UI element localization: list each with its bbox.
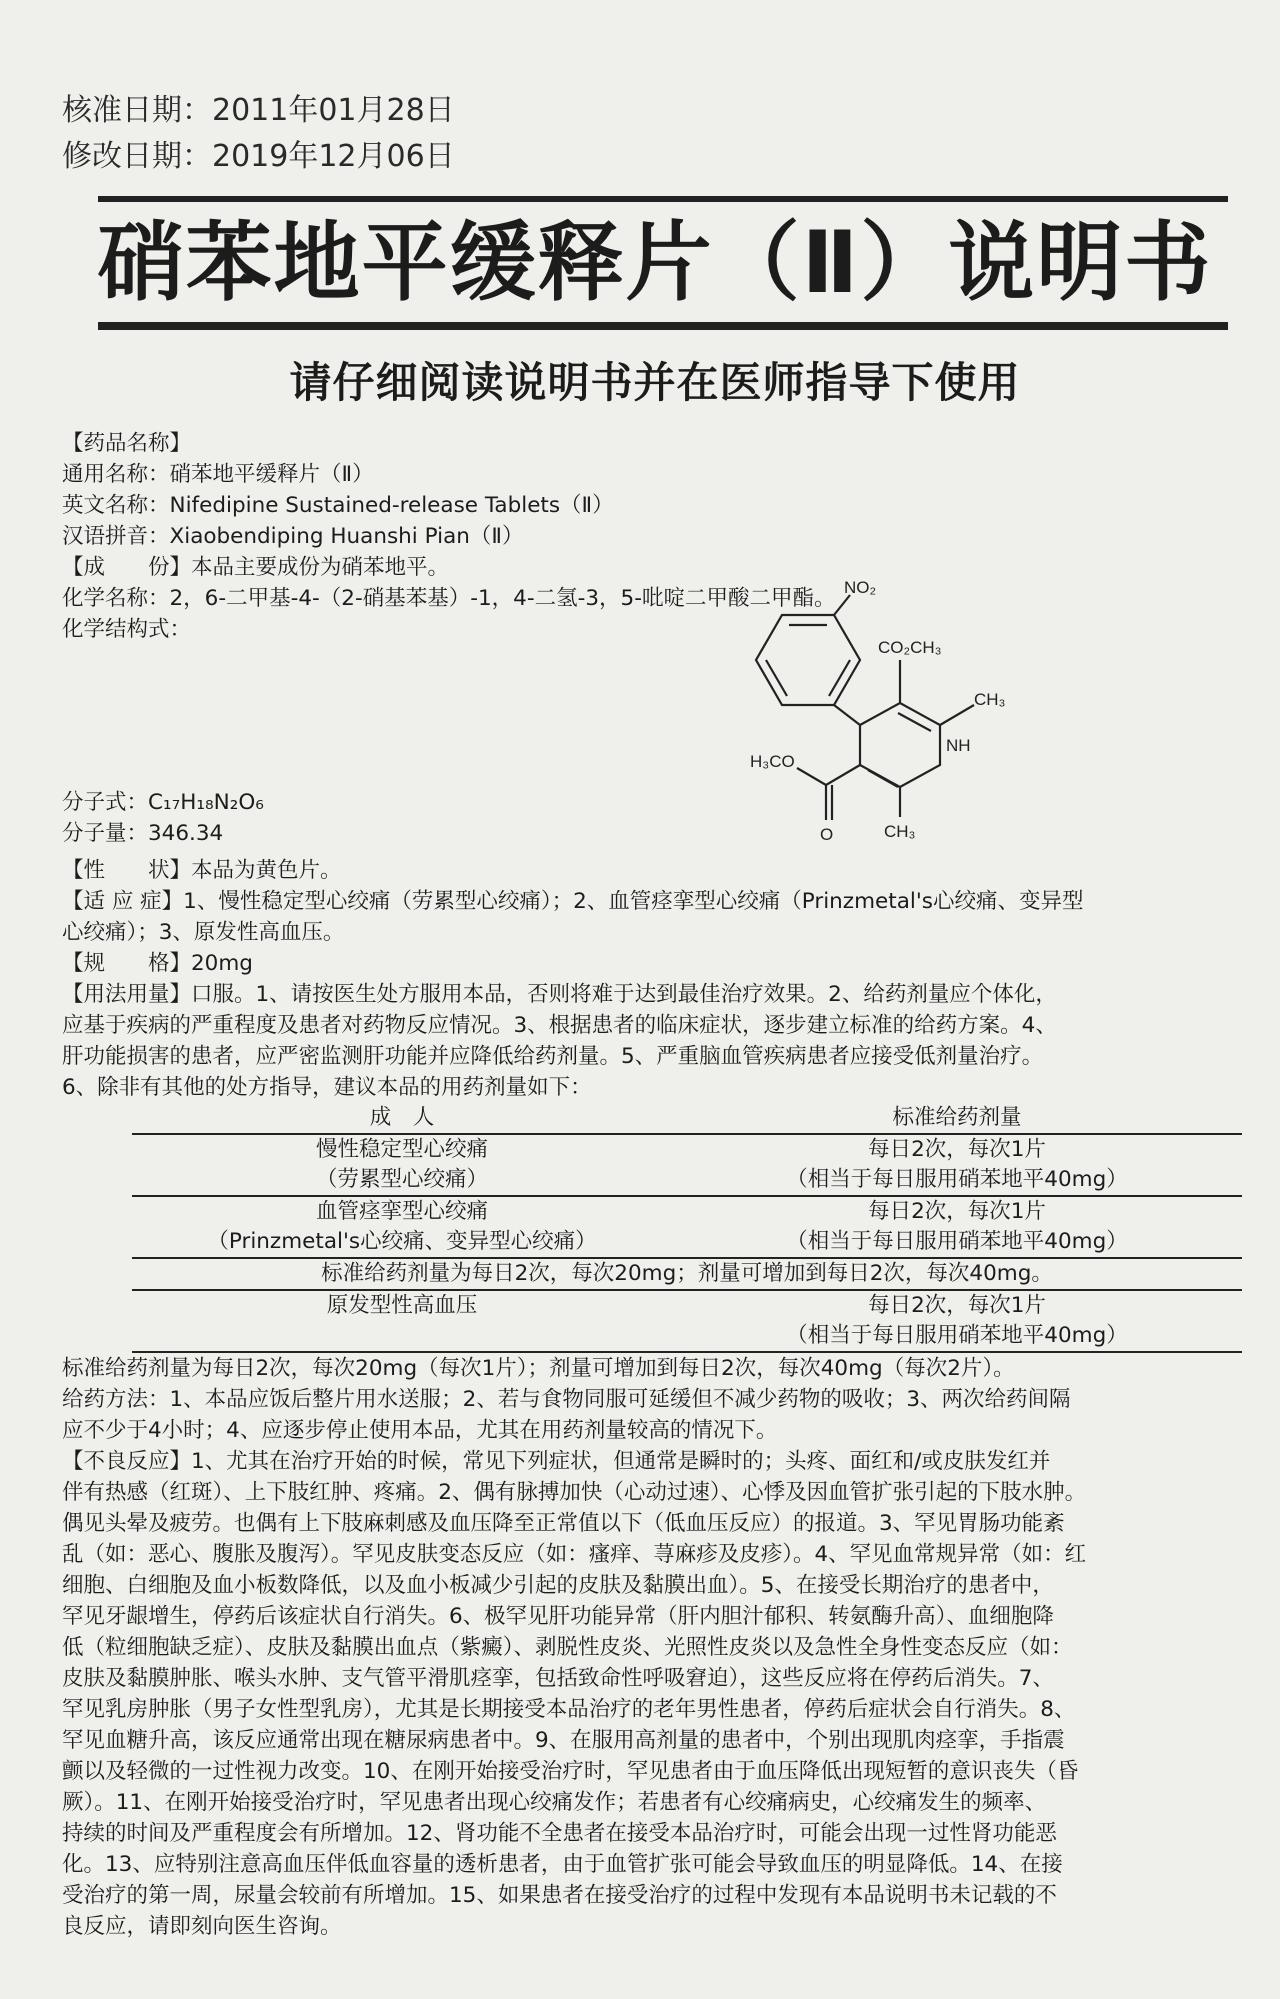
revision-date: 修改日期：2019年12月06日: [62, 139, 455, 174]
dosage-cell: （劳累型心绞痛）: [132, 1165, 672, 1196]
dosage-note: 标准给药剂量为每日2次，每次20mg；剂量可增加到每日2次，每次40mg。: [132, 1258, 1242, 1290]
label-o: O: [820, 825, 834, 844]
dosage-cell: [132, 1321, 672, 1352]
dosage-table: [132, 1103, 1242, 1353]
title-rule-top: [98, 196, 1228, 202]
dosage-cell: （相当于每日服用硝苯地平40mg）: [672, 1227, 1242, 1258]
label-h3co: H₃CO: [750, 752, 795, 771]
dosage-cell: 原发型性高血压: [326, 1293, 478, 1318]
approval-date: 核准日期：2011年01月28日: [62, 93, 455, 128]
label-nh: NH: [946, 736, 971, 755]
composition: 【成 份】本品主要成份为硝苯地平。: [62, 555, 450, 580]
generic-name: 通用名称：硝苯地平缓释片（Ⅱ）: [62, 462, 374, 487]
dosage-cell: （Prinzmetal's心绞痛、变异型心绞痛）: [132, 1227, 672, 1258]
dosage-row-note: [132, 1258, 1242, 1290]
adverse-line-12: 厥）。11、在刚开始接受治疗时，罕见患者出现心绞痛发作；若患者有心绞痛病史，心绞痛发生的频率、: [62, 1790, 1047, 1815]
dosage-cell: 每日2次，每次1片: [868, 1199, 1046, 1224]
adverse-line-13: 持续的时间及严重程度会有所增加。12、肾功能不全患者在接受本品治疗时，可能会出现一过性肾功能恶: [62, 1821, 1057, 1846]
dosage-table-header: [132, 1103, 1242, 1134]
chemical-structure-diagram: [742, 578, 1072, 845]
usage-line-2: 应基于疾病的严重程度及患者对药物反应情况。3、根据患者的临床症状，逐步建立标准的给药方案。4、: [62, 1013, 1057, 1038]
label-ch3-top: CH₃: [974, 690, 1006, 709]
document-title: 硝苯地平缓释片（Ⅱ）说明书: [97, 213, 1213, 313]
dosage-header-adult: 成 人: [132, 1103, 672, 1134]
structure-label: 化学结构式：: [62, 617, 192, 642]
label-ch3-bottom: CH₃: [884, 822, 916, 841]
dosage-row-stable-angina-detail: [132, 1165, 1242, 1196]
adverse-line-7: 低（粒细胞缺乏症）、皮肤及黏膜出血点（紫癜）、剥脱性皮炎、光照性皮炎以及急性全身性变态反应（如：: [62, 1635, 1073, 1660]
adverse-line-10: 罕见血糖升高，该反应通常出现在糖尿病患者中。9、在服用高剂量的患者中，个别出现肌肉痉挛，手指震: [62, 1728, 1065, 1753]
dosage-cell: 慢性稳定型心绞痛: [315, 1137, 488, 1162]
dosage-row-vasospastic-angina: [132, 1196, 1242, 1227]
indications-line-1: 【适 应 症】1、慢性稳定型心绞痛（劳累型心绞痛）；2、血管痉挛型心绞痛（Prinzmetal's心绞痛、变异型: [62, 889, 1084, 914]
pinyin-name: 汉语拼音：Xiaobendiping Huanshi Pian（Ⅱ）: [62, 524, 524, 549]
structure-atom-labels: [750, 578, 1005, 844]
after-table-line-3: 应不少于4小时；4、应逐步停止使用本品，尤其在用药剂量较高的情况下。: [62, 1418, 778, 1443]
molecular-formula: 分子式：C₁₇H₁₈N₂O₆: [62, 790, 264, 815]
adverse-line-16: 良反应，请即刻向医生咨询。: [62, 1914, 342, 1939]
document-subtitle: 请仔细阅读说明书并在医师指导下使用: [289, 358, 1021, 407]
title-rule-bottom: [98, 322, 1228, 330]
adverse-line-2: 伴有热感（红斑）、上下肢红肿、疼痛。2、偶有脉搏加快（心动过速）、心悸及因血管扩张引起的下肢水肿。: [62, 1480, 1087, 1505]
adverse-line-8: 皮肤及黏膜肿胀、喉头水肿、支气管平滑肌痉挛，包括致命性呼吸窘迫），这些反应将在停药后消失。7、: [62, 1666, 1054, 1691]
drug-name-heading: 【药品名称】: [62, 431, 192, 456]
adverse-line-14: 化。13、应特别注意高血压伴低血容量的透析患者，由于血管扩张可能会导致血压的明显降低。14、在接: [62, 1852, 1063, 1877]
adverse-line-11: 颤以及轻微的一过性视力改变。10、在刚开始接受治疗时，罕见患者由于血压降低出现短暂的意识丧失（昏: [62, 1759, 1079, 1784]
label-no2: NO₂: [844, 578, 877, 597]
indications-line-2: 心绞痛）；3、原发性高血压。: [62, 920, 345, 945]
dosage-cell: 每日2次，每次1片: [868, 1293, 1046, 1318]
usage-line-4: 6、除非有其他的处方指导，建议本品的用药剂量如下：: [62, 1075, 592, 1100]
english-name: 英文名称：Nifedipine Sustained-release Tablets（Ⅱ）: [62, 493, 614, 518]
properties: 【性 状】本品为黄色片。: [62, 858, 342, 883]
adverse-line-4: 乱（如：恶心、腹胀及腹泻）。罕见皮肤变态反应（如：瘙痒、荨麻疹及皮疹）。4、罕见血常规异常（如：红: [62, 1542, 1087, 1567]
dosage-row-stable-angina: [132, 1134, 1242, 1165]
usage-line-1: 【用法用量】口服。1、请按医生处方服用本品，否则将难于达到最佳治疗效果。2、给药剂量应个体化，: [62, 982, 1057, 1007]
dosage-cell: 血管痉挛型心绞痛: [315, 1199, 488, 1224]
adverse-line-1: 【不良反应】1、尤其在治疗开始的时候，常见下列症状，但通常是瞬时的；头疼、面红和/或皮肤发红并: [62, 1449, 1051, 1474]
after-table-line-1: 标准给药剂量为每日2次，每次20mg（每次1片）；剂量可增加到每日2次，每次40mg（每次2片）。: [62, 1356, 1015, 1381]
adverse-line-15: 受治疗的第一周，尿量会较前有所增加。15、如果患者在接受治疗的过程中发现有本品说明书未记载的不: [62, 1883, 1057, 1908]
structure-bonds: [756, 595, 974, 820]
chemical-name: 化学名称：2，6-二甲基-4-（2-硝基苯基）-1，4-二氢-3，5-吡啶二甲酸二甲酯。: [62, 586, 836, 611]
adverse-line-6: 罕见牙龈增生，停药后该症状自行消失。6、极罕见肝功能异常（肝内胆汁郁积、转氨酶升高）、血细胞降: [62, 1604, 1054, 1629]
dosage-row-vasospastic-angina-detail: [132, 1227, 1242, 1258]
adverse-line-3: 偶见头晕及疲劳。也偶有上下肢麻刺感及血压降至正常值以下（低血压反应）的报道。3、罕见胃肠功能紊: [62, 1511, 1065, 1536]
dates-block: [62, 88, 1228, 180]
dosage-cell: （相当于每日服用硝苯地平40mg）: [672, 1165, 1242, 1196]
after-table-line-2: 给药方法：1、本品应饭后整片用水送服；2、若与食物同服可延缓但不减少药物的吸收；3、两次给药间隔: [62, 1387, 1071, 1412]
dosage-cell: （相当于每日服用硝苯地平40mg）: [672, 1321, 1242, 1352]
adverse-line-9: 罕见乳房肿胀（男子女性型乳房），尤其是长期接受本品治疗的老年男性患者，停药后症状会自行消失。8、: [62, 1697, 1076, 1722]
dosage-header-standard: 标准给药剂量: [672, 1103, 1242, 1134]
usage-line-3: 肝功能损害的患者，应严密监测肝功能并应降低给药剂量。5、严重脑血管疾病患者应接受低剂量治疗。: [62, 1044, 1044, 1069]
label-co2ch3: CO₂CH₃: [878, 638, 942, 657]
dosage-cell: 每日2次，每次1片: [868, 1137, 1046, 1162]
leaflet-body: [62, 428, 1228, 1942]
molecular-weight: 分子量：346.34: [62, 821, 224, 846]
dosage-row-hypertension-detail: [132, 1321, 1242, 1352]
dosage-row-hypertension: [132, 1290, 1242, 1321]
adverse-line-5: 细胞、白细胞及血小板数降低，以及血小板减少引起的皮肤及黏膜出血）。5、在接受长期治疗的患者中，: [62, 1573, 1054, 1598]
specification: 【规 格】20mg: [62, 951, 253, 976]
